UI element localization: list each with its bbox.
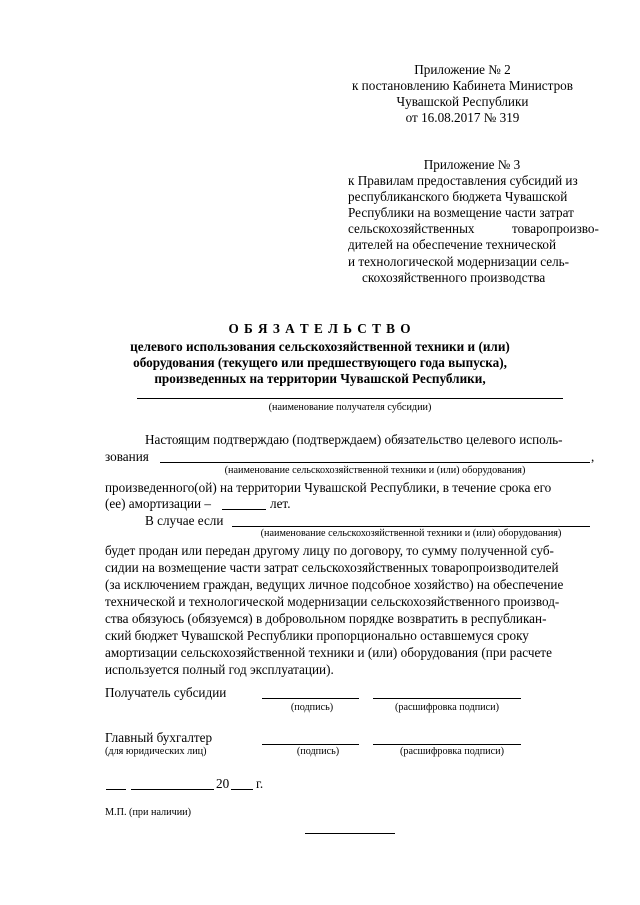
equipment-name-line-2[interactable] [232, 526, 590, 527]
appendix3-line1: Приложение № 3 [423, 157, 521, 172]
paragraph1-line2-end: , [591, 449, 595, 464]
appendix3-line4: Республики на возмещение части затрат [348, 205, 574, 220]
appendix3-line6: дителей на обеспечение технической [348, 237, 557, 252]
date-year-prefix: 20 [216, 776, 230, 791]
recipient-signature-caption: (подпись) [290, 702, 334, 713]
paragraph2-line: амортизации сельскохозяйственной техники и (или) оборудования (при расчете [105, 645, 552, 660]
date-year-line[interactable] [231, 789, 253, 790]
paragraph2-line: ства обязуюсь (обязуемся) в добровольном порядке возвратить в республикан- [105, 611, 547, 626]
appendix3-line5a: сельскохозяйственных [348, 221, 475, 236]
accountant-label: Главный бухгалтер [105, 730, 213, 745]
appendix2-line3: Чувашской Республики [396, 94, 529, 109]
equipment-name-caption: (наименование сельскохозяйственной техники и (или) оборудования) [224, 465, 526, 476]
paragraph2-line: используется полный год эксплуатации). [105, 662, 334, 677]
appendix2-line2: к постановлению Кабинета Министров [351, 78, 574, 93]
appendix2-line4: от 16.08.2017 № 319 [405, 110, 520, 125]
appendix3-line3: республиканского бюджета Чувашской [348, 189, 568, 204]
paragraph1-line4-end: лет. [270, 496, 291, 511]
accountant-decoding-caption: (расшифровка подписи) [400, 746, 504, 757]
appendix2-line1: Приложение № 2 [414, 62, 511, 77]
date-year-suffix: г. [256, 776, 264, 791]
paragraph2-line1-start: В случае если [145, 513, 224, 528]
appendix3-line7: и технологической модернизации сель- [348, 254, 570, 269]
appendix3-line8: скохозяйственного производства [362, 270, 546, 285]
paragraph1-line3: произведенного(ой) на территории Чувашской Республики, в течение срока его [105, 480, 552, 495]
paragraph2-line: (за исключением граждан, ведущих личное подсобное хозяйство) на обеспечение [105, 577, 564, 592]
recipient-decoding-caption: (расшифровка подписи) [395, 702, 499, 713]
paragraph1-line4-start: (ее) амортизации – [105, 496, 211, 511]
paragraph2-line: технической и технологической модернизации сельскохозяйственного производ- [105, 594, 560, 609]
recipient-label: Получатель субсидии [105, 685, 227, 700]
recipient-decoding-line[interactable] [373, 698, 521, 699]
title-sub-line3: произведенных на территории Чувашской Республики, [154, 371, 486, 386]
paragraph2-line: ский бюджет Чувашской Республики пропорционально оставшемуся сроку [105, 628, 529, 643]
date-day-line[interactable] [106, 789, 126, 790]
paragraph2-line: будет продан или передан другому лицу по договору, то сумму полученной суб- [105, 543, 554, 558]
appendix3-line2: к Правилам предоставления субсидий из [348, 173, 578, 188]
paragraph2-line: сидии на возмещение части затрат сельскохозяйственных товаропроизводителей [105, 560, 559, 575]
equipment-name-caption-2: (наименование сельскохозяйственной техники и (или) оборудования) [260, 528, 562, 539]
accountant-signature-line[interactable] [262, 744, 359, 745]
equipment-name-line[interactable] [160, 462, 590, 463]
paragraph1-line2-start: зования [105, 449, 149, 464]
amortization-years-line[interactable] [222, 509, 266, 510]
paragraph1-line1: Настоящим подтверждаю (подтверждаем) обязательство целевого исполь- [145, 432, 563, 447]
recipient-signature-line[interactable] [262, 698, 359, 699]
footer-divider [305, 833, 395, 834]
accountant-decoding-line[interactable] [373, 744, 521, 745]
recipient-name-line[interactable] [137, 398, 563, 399]
title-sub-line2: оборудования (текущего или предшествующего года выпуска), [133, 355, 507, 370]
document-title: О Б Я З А Т Е Л Ь С Т В О [228, 321, 412, 336]
stamp-label: М.П. (при наличии) [105, 807, 192, 818]
accountant-signature-caption: (подпись) [296, 746, 340, 757]
title-sub-line1: целевого использования сельскохозяйственной техники и (или) [130, 339, 510, 354]
date-month-line[interactable] [131, 789, 214, 790]
appendix3-line5b: товаропроизво- [512, 221, 599, 236]
recipient-name-caption: (наименование получателя субсидии) [268, 402, 432, 413]
accountant-note: (для юридических лиц) [105, 746, 207, 757]
